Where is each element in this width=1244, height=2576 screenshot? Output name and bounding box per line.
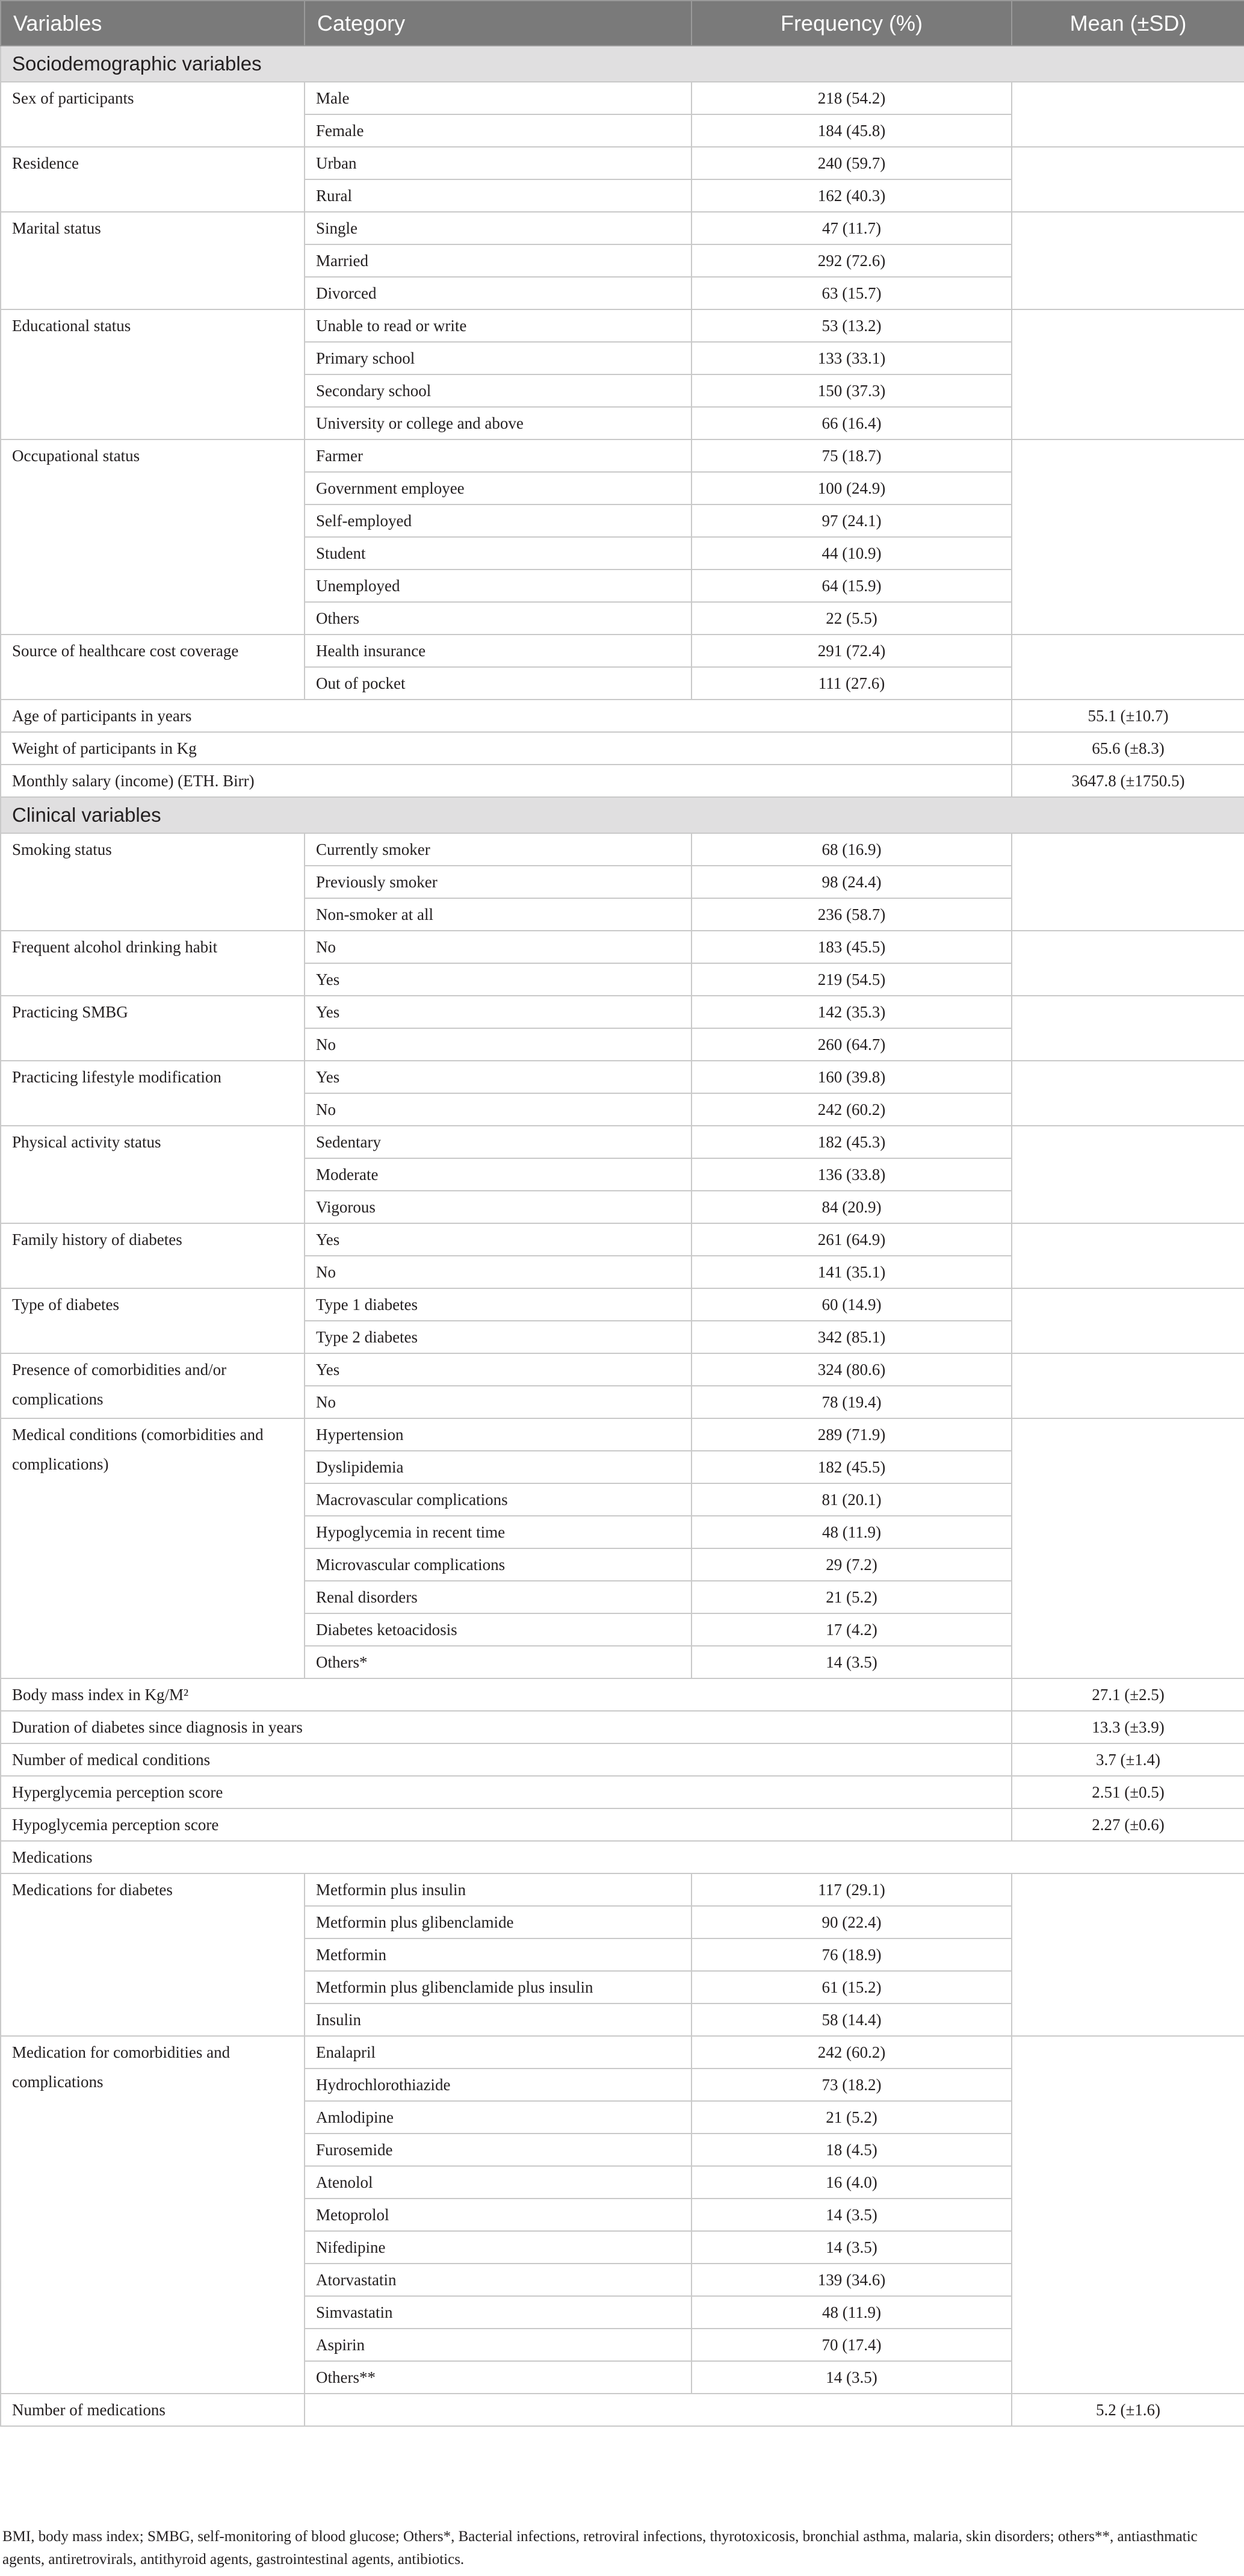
frequency-cell: 78 (19.4) (692, 1386, 1012, 1418)
category-cell: Simvastatin (305, 2296, 692, 2329)
frequency-cell: 141 (35.1) (692, 1256, 1012, 1288)
hypoglycemia-score-mean: 2.27 (±0.6) (1012, 1808, 1244, 1841)
category-cell: Metformin plus insulin (305, 1873, 692, 1906)
smoking-status-label: Smoking status (1, 833, 305, 931)
frequency-cell: 44 (10.9) (692, 537, 1012, 570)
frequency-cell: 324 (80.6) (692, 1353, 1012, 1386)
category-cell: Hypoglycemia in recent time (305, 1516, 692, 1548)
frequency-cell: 14 (3.5) (692, 2199, 1012, 2231)
table-row (1, 1873, 1244, 1906)
hypoglycemia-score-label: Hypoglycemia perception score (1, 1808, 1012, 1841)
frequency-cell: 81 (20.1) (692, 1483, 1012, 1516)
table-row (1, 1743, 1244, 1776)
category-cell: Government employee (305, 472, 692, 504)
number-conditions-mean: 3.7 (±1.4) (1012, 1743, 1244, 1776)
section-clinical-title: Clinical variables (1, 797, 1244, 833)
number-medications-label: Number of medications (1, 2394, 305, 2426)
table-row (1, 635, 1244, 667)
frequency-cell: 21 (5.2) (692, 2101, 1012, 2134)
table-row (1, 1678, 1244, 1711)
table-row (1, 1776, 1244, 1808)
mean-sd-cell-empty (1012, 1873, 1244, 2036)
category-cell: Married (305, 244, 692, 277)
frequency-cell: 139 (34.6) (692, 2264, 1012, 2296)
table-row (1, 1126, 1244, 1158)
frequency-cell: 22 (5.5) (692, 602, 1012, 635)
occupational-status-label: Occupational status (1, 439, 305, 635)
bmi-mean: 27.1 (±2.5) (1012, 1678, 1244, 1711)
mean-sd-cell-empty (1012, 1061, 1244, 1126)
frequency-cell: 261 (64.9) (692, 1223, 1012, 1256)
frequency-cell: 14 (3.5) (692, 1646, 1012, 1678)
category-cell: Male (305, 82, 692, 114)
category-cell: Yes (305, 996, 692, 1028)
category-cell: Divorced (305, 277, 692, 309)
table-row (1, 2394, 1244, 2426)
sex-label: Sex of participants (1, 82, 305, 147)
category-cell: Unable to read or write (305, 309, 692, 342)
lifestyle-modification-label: Practicing lifestyle modification (1, 1061, 305, 1126)
category-cell: Yes (305, 1223, 692, 1256)
category-cell: Single (305, 212, 692, 244)
category-cell: Rural (305, 179, 692, 212)
duration-label: Duration of diabetes since diagnosis in years (1, 1711, 1012, 1743)
category-cell: Self-employed (305, 504, 692, 537)
mean-sd-cell-empty (1012, 82, 1244, 147)
category-cell: Female (305, 114, 692, 147)
frequency-cell: 111 (27.6) (692, 667, 1012, 700)
table-row (1, 700, 1244, 732)
category-cell: Atenolol (305, 2166, 692, 2199)
frequency-cell: 61 (15.2) (692, 1971, 1012, 2003)
category-cell: Urban (305, 147, 692, 179)
table-footnote: BMI, body mass index; SMBG, self-monitoring of blood glucose; Others*, Bacterial infections, retroviral infections, thyrotoxicosis, bronchial asthma, malaria, skin disorders; others**, antiasthmatic agents, antiretrovirals, antithyroid agents, gastrointestinal agents, antibiotics. (2, 2528, 1198, 2568)
category-cell: Currently smoker (305, 833, 692, 866)
category-cell: Hydrochlorothiazide (305, 2069, 692, 2101)
category-cell: Unemployed (305, 570, 692, 602)
number-medications-mean: 5.2 (±1.6) (1012, 2394, 1244, 2426)
weight-label: Weight of participants in Kg (1, 732, 1012, 765)
category-cell: Others (305, 602, 692, 635)
category-cell: No (305, 1028, 692, 1061)
mean-sd-cell-empty (1012, 833, 1244, 931)
frequency-cell: 73 (18.2) (692, 2069, 1012, 2101)
frequency-cell: 260 (64.7) (692, 1028, 1012, 1061)
frequency-cell: 48 (11.9) (692, 1516, 1012, 1548)
residence-label: Residence (1, 147, 305, 212)
category-cell: Insulin (305, 2003, 692, 2036)
frequency-cell: 289 (71.9) (692, 1418, 1012, 1451)
category-cell: No (305, 1256, 692, 1288)
category-cell: Yes (305, 1353, 692, 1386)
category-cell: Health insurance (305, 635, 692, 667)
table-row (1, 439, 1244, 472)
frequency-cell: 242 (60.2) (692, 2036, 1012, 2069)
duration-mean: 13.3 (±3.9) (1012, 1711, 1244, 1743)
educational-status-label: Educational status (1, 309, 305, 439)
frequency-cell: 14 (3.5) (692, 2361, 1012, 2394)
mean-sd-cell-empty (1012, 147, 1244, 212)
table-row (1, 833, 1244, 866)
frequency-cell: 291 (72.4) (692, 635, 1012, 667)
table-row (1, 1288, 1244, 1321)
category-cell: Non-smoker at all (305, 898, 692, 931)
frequency-cell: 342 (85.1) (692, 1321, 1012, 1353)
frequency-cell: 219 (54.5) (692, 963, 1012, 996)
frequency-cell: 292 (72.6) (692, 244, 1012, 277)
table-row (1, 765, 1244, 797)
section-medications (1, 1841, 1244, 1873)
category-cell: No (305, 1386, 692, 1418)
category-cell: Renal disorders (305, 1581, 692, 1613)
frequency-cell: 60 (14.9) (692, 1288, 1012, 1321)
cost-coverage-label: Source of healthcare cost coverage (1, 635, 305, 700)
medical-conditions-label: Medical conditions (comorbidities and complications) (1, 1418, 305, 1678)
marital-status-label: Marital status (1, 212, 305, 309)
frequency-cell: 136 (33.8) (692, 1158, 1012, 1191)
frequency-cell: 182 (45.5) (692, 1451, 1012, 1483)
category-cell: Others* (305, 1646, 692, 1678)
empty-cell (305, 2394, 1012, 2426)
category-cell: Student (305, 537, 692, 570)
category-cell: Yes (305, 963, 692, 996)
table-row (1, 2036, 1244, 2069)
frequency-cell: 97 (24.1) (692, 504, 1012, 537)
table-row (1, 931, 1244, 963)
frequency-cell: 183 (45.5) (692, 931, 1012, 963)
table-row (1, 212, 1244, 244)
hyperglycemia-score-label: Hyperglycemia perception score (1, 1776, 1012, 1808)
category-cell: Microvascular complications (305, 1548, 692, 1581)
category-cell: Nifedipine (305, 2231, 692, 2264)
frequency-cell: 182 (45.3) (692, 1126, 1012, 1158)
table-header-row (1, 1, 1244, 46)
frequency-cell: 68 (16.9) (692, 833, 1012, 866)
header-category: Category (305, 1, 692, 46)
frequency-cell: 58 (14.4) (692, 2003, 1012, 2036)
frequency-cell: 150 (37.3) (692, 374, 1012, 407)
monthly-salary-label: Monthly salary (income) (ETH. Birr) (1, 765, 1012, 797)
frequency-cell: 76 (18.9) (692, 1938, 1012, 1971)
frequency-cell: 184 (45.8) (692, 114, 1012, 147)
frequency-cell: 21 (5.2) (692, 1581, 1012, 1613)
category-cell: Aspirin (305, 2329, 692, 2361)
category-cell: No (305, 1093, 692, 1126)
physical-activity-label: Physical activity status (1, 1126, 305, 1223)
header-mean-sd: Mean (±SD) (1012, 1, 1244, 46)
frequency-cell: 16 (4.0) (692, 2166, 1012, 2199)
header-variables: Variables (1, 1, 305, 46)
frequency-cell: 100 (24.9) (692, 472, 1012, 504)
age-mean: 55.1 (±10.7) (1012, 700, 1244, 732)
category-cell: Secondary school (305, 374, 692, 407)
category-cell: Dyslipidemia (305, 1451, 692, 1483)
mean-sd-cell-empty (1012, 996, 1244, 1061)
frequency-cell: 133 (33.1) (692, 342, 1012, 374)
category-cell: Moderate (305, 1158, 692, 1191)
alcohol-habit-label: Frequent alcohol drinking habit (1, 931, 305, 996)
category-cell: Out of pocket (305, 667, 692, 700)
comorbidity-medications-label: Medication for comorbidities and complications (1, 2036, 305, 2394)
mean-sd-cell-empty (1012, 1288, 1244, 1353)
table-row (1, 82, 1244, 114)
section-medications-title: Medications (1, 1841, 1244, 1873)
frequency-cell: 242 (60.2) (692, 1093, 1012, 1126)
frequency-cell: 48 (11.9) (692, 2296, 1012, 2329)
category-cell: Hypertension (305, 1418, 692, 1451)
mean-sd-cell-empty (1012, 212, 1244, 309)
section-sociodemographic (1, 46, 1244, 82)
category-cell: Vigorous (305, 1191, 692, 1223)
frequency-cell: 84 (20.9) (692, 1191, 1012, 1223)
frequency-cell: 117 (29.1) (692, 1873, 1012, 1906)
category-cell: Yes (305, 1061, 692, 1093)
bmi-label: Body mass index in Kg/M² (1, 1678, 1012, 1711)
frequency-cell: 142 (35.3) (692, 996, 1012, 1028)
table-row (1, 732, 1244, 765)
category-cell: Metformin plus glibenclamide plus insulin (305, 1971, 692, 2003)
category-cell: Others** (305, 2361, 692, 2394)
frequency-cell: 160 (39.8) (692, 1061, 1012, 1093)
category-cell: Diabetes ketoacidosis (305, 1613, 692, 1646)
section-clinical (1, 797, 1244, 833)
table-row (1, 1223, 1244, 1256)
frequency-cell: 162 (40.3) (692, 179, 1012, 212)
frequency-cell: 90 (22.4) (692, 1906, 1012, 1938)
mean-sd-cell-empty (1012, 439, 1244, 635)
category-cell: University or college and above (305, 407, 692, 439)
category-cell: Enalapril (305, 2036, 692, 2069)
comorbidities-presence-label: Presence of comorbidities and/or complications (1, 1353, 305, 1418)
mean-sd-cell-empty (1012, 1418, 1244, 1678)
hyperglycemia-score-mean: 2.51 (±0.5) (1012, 1776, 1244, 1808)
table-row (1, 1418, 1244, 1451)
diabetes-medications-label: Medications for diabetes (1, 1873, 305, 2036)
category-cell: Type 1 diabetes (305, 1288, 692, 1321)
mean-sd-cell-empty (1012, 635, 1244, 700)
table-row (1, 996, 1244, 1028)
frequency-cell: 53 (13.2) (692, 309, 1012, 342)
frequency-cell: 240 (59.7) (692, 147, 1012, 179)
frequency-cell: 64 (15.9) (692, 570, 1012, 602)
frequency-cell: 14 (3.5) (692, 2231, 1012, 2264)
category-cell: Furosemide (305, 2134, 692, 2166)
frequency-cell: 218 (54.2) (692, 82, 1012, 114)
mean-sd-cell-empty (1012, 2036, 1244, 2394)
table-row (1, 1808, 1244, 1841)
category-cell: Metformin plus glibenclamide (305, 1906, 692, 1938)
frequency-cell: 236 (58.7) (692, 898, 1012, 931)
category-cell: Macrovascular complications (305, 1483, 692, 1516)
smbg-label: Practicing SMBG (1, 996, 305, 1061)
mean-sd-cell-empty (1012, 1126, 1244, 1223)
mean-sd-cell-empty (1012, 1223, 1244, 1288)
category-cell: No (305, 931, 692, 963)
frequency-cell: 17 (4.2) (692, 1613, 1012, 1646)
table-row (1, 1353, 1244, 1386)
table-row (1, 309, 1244, 342)
category-cell: Amlodipine (305, 2101, 692, 2134)
frequency-cell: 29 (7.2) (692, 1548, 1012, 1581)
frequency-cell: 75 (18.7) (692, 439, 1012, 472)
header-frequency: Frequency (%) (692, 1, 1012, 46)
age-label: Age of participants in years (1, 700, 1012, 732)
frequency-cell: 98 (24.4) (692, 866, 1012, 898)
frequency-cell: 47 (11.7) (692, 212, 1012, 244)
frequency-cell: 70 (17.4) (692, 2329, 1012, 2361)
diabetes-type-label: Type of diabetes (1, 1288, 305, 1353)
frequency-cell: 18 (4.5) (692, 2134, 1012, 2166)
family-history-label: Family history of diabetes (1, 1223, 305, 1288)
mean-sd-cell-empty (1012, 931, 1244, 996)
section-sociodemographic-title: Sociodemographic variables (1, 46, 1244, 82)
mean-sd-cell-empty (1012, 1353, 1244, 1418)
monthly-salary-mean: 3647.8 (±1750.5) (1012, 765, 1244, 797)
frequency-cell: 63 (15.7) (692, 277, 1012, 309)
weight-mean: 65.6 (±8.3) (1012, 732, 1244, 765)
category-cell: Type 2 diabetes (305, 1321, 692, 1353)
table-row (1, 1711, 1244, 1743)
table-row (1, 147, 1244, 179)
category-cell: Farmer (305, 439, 692, 472)
number-conditions-label: Number of medical conditions (1, 1743, 1012, 1776)
category-cell: Metoprolol (305, 2199, 692, 2231)
category-cell: Atorvastatin (305, 2264, 692, 2296)
category-cell: Metformin (305, 1938, 692, 1971)
category-cell: Previously smoker (305, 866, 692, 898)
table-row (1, 1061, 1244, 1093)
category-cell: Sedentary (305, 1126, 692, 1158)
mean-sd-cell-empty (1012, 309, 1244, 439)
category-cell: Primary school (305, 342, 692, 374)
frequency-cell: 66 (16.4) (692, 407, 1012, 439)
